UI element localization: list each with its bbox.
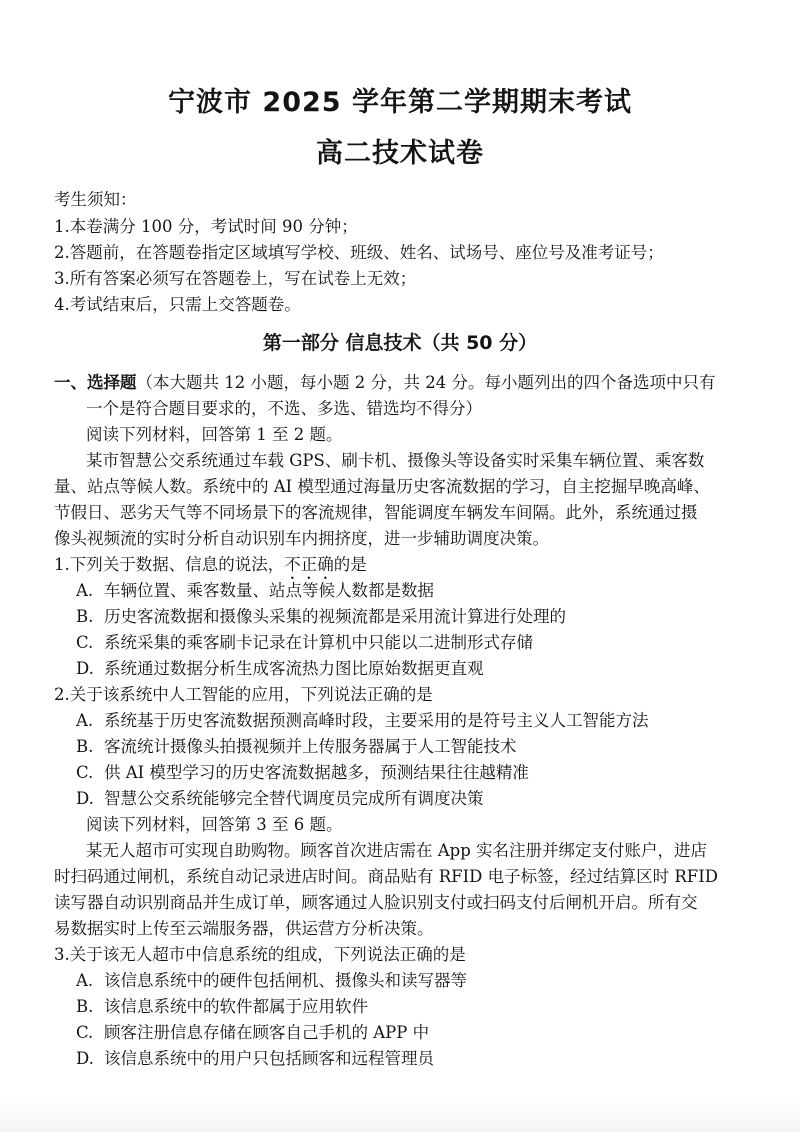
option-text: 客流统计摄像头拍摄视频并上传服务器属于人工智能技术 <box>104 737 517 756</box>
notice-heading: 考生须知： <box>54 190 137 209</box>
option-text: 顾客注册信息存储在顾客自己手机的 APP 中 <box>104 1023 430 1042</box>
option-letter: B. <box>76 737 94 756</box>
option-letter: D. <box>76 1049 94 1068</box>
option-letter: A. <box>76 711 94 730</box>
answer-option <box>76 709 649 733</box>
option-letter: D. <box>76 789 94 808</box>
answer-option <box>76 969 467 993</box>
option-text: 该信息系统中的用户只包括顾客和远程管理员 <box>104 1049 434 1068</box>
section-description: （本大题共 12 小题，每小题 2 分，共 24 分。每小题列出的四个备选项中只有 <box>136 373 716 392</box>
answer-option <box>76 995 368 1019</box>
option-text: 该信息系统中的硬件包括闸机、摄像头和读写器等 <box>104 971 467 990</box>
option-letter: A. <box>76 971 94 990</box>
material-line: 某无人超市可实现自助购物。顾客首次进店需在 App 实名注册并绑定支付账户，进店 <box>86 841 708 860</box>
section-heading <box>54 371 715 395</box>
option-letter: C. <box>76 763 94 782</box>
answer-option <box>76 1047 434 1071</box>
answer-option <box>76 1021 429 1045</box>
notice-item: 1.本卷满分 100 分，考试时间 90 分钟； <box>54 217 358 236</box>
option-letter: C. <box>76 1023 94 1042</box>
material-intro: 阅读下列材料，回答第 1 至 2 题。 <box>86 425 343 444</box>
option-text: 系统通过数据分析生成客流热力图比原始数据更直观 <box>104 659 484 678</box>
section-description-cont: 一个是符合题目要求的，不选、多选、错选均不得分） <box>86 399 482 418</box>
notice-item: 2.答题前，在答题卷指定区域填写学校、班级、姓名、试场号、座位号及准考证号； <box>54 243 664 262</box>
option-text: 历史客流数据和摄像头采集的视频流都是采用流计算进行处理的 <box>104 607 566 626</box>
option-text: 系统基于历史客流数据预测高峰时段，主要采用的是符号主义人工智能方法 <box>104 711 649 730</box>
option-letter: B. <box>76 607 94 626</box>
option-letter: C. <box>76 633 94 652</box>
material-line: 节假日、恶劣天气等不同场景下的客流规律，智能调度车辆发车间隔。此外，系统通过摄 <box>54 503 698 522</box>
answer-option <box>76 605 566 629</box>
answer-option <box>76 735 517 759</box>
option-text: 该信息系统中的软件都属于应用软件 <box>104 997 368 1016</box>
question-stem-part: 1.下列关于数据、信息的说法， <box>54 555 285 574</box>
answer-option <box>76 761 529 785</box>
option-text: 供 AI 模型学习的历史客流数据越多，预测结果往往越精准 <box>104 763 529 782</box>
option-text: 车辆位置、乘客数量、站点等候人数都是数据 <box>104 581 434 600</box>
question-stem-emphasis: 不正确 <box>284 555 334 574</box>
question-stem: 3.关于该无人超市中信息系统的组成，下列说法正确的是 <box>54 945 466 964</box>
material-line: 量、站点等候人数。系统中的 AI 模型通过海量历史客流数据的学习，自主挖掘早晚高峰、 <box>54 477 710 496</box>
answer-option <box>76 631 533 655</box>
exam-subtitle: 高二技术试卷 <box>316 138 484 169</box>
option-letter: A. <box>76 581 94 600</box>
option-text: 智慧公交系统能够完全替代调度员完成所有调度决策 <box>104 789 484 808</box>
material-line: 读写器自动识别商品并生成订单，顾客通过人脸识别支付或扫码支付后闸机开启。所有交 <box>54 893 698 912</box>
option-letter: D. <box>76 659 94 678</box>
option-letter: B. <box>76 997 94 1016</box>
question-stem: 2.关于该系统中人工智能的应用，下列说法正确的是 <box>54 685 433 704</box>
material-line: 易数据实时上传至云端服务器，供运营方分析决策。 <box>54 919 434 938</box>
answer-option <box>76 787 484 811</box>
option-text: 系统采集的乘客刷卡记录在计算机中只能以二进制形式存储 <box>104 633 533 652</box>
material-line: 像头视频流的实时分析自动识别车内拥挤度，进一步辅助调度决策。 <box>54 529 549 548</box>
part-heading: 第一部分 信息技术（共 50 分） <box>262 332 538 354</box>
exam-title: 宁波市 2025 学年第二学期期末考试 <box>168 87 632 118</box>
notice-item: 4.考试结束后，只需上交答题卷。 <box>54 295 301 314</box>
answer-option <box>76 657 484 681</box>
material-line: 时扫码通过闸机，系统自动记录进店时间。商品贴有 RFID 电子标签，经过结算区时 RFID <box>54 867 718 886</box>
question-stem-part: 的是 <box>333 555 367 574</box>
material-intro: 阅读下列材料，回答第 3 至 6 题。 <box>86 815 343 834</box>
material-line: 某市智慧公交系统通过车载 GPS、刷卡机、摄像头等设备实时采集车辆位置、乘客数 <box>86 451 705 470</box>
page-bottom-edge <box>0 1098 800 1132</box>
section-label: 一、选择题 <box>54 373 137 392</box>
notice-item: 3.所有答案必须写在答题卷上，写在试卷上无效； <box>54 269 417 288</box>
answer-option <box>76 579 434 603</box>
